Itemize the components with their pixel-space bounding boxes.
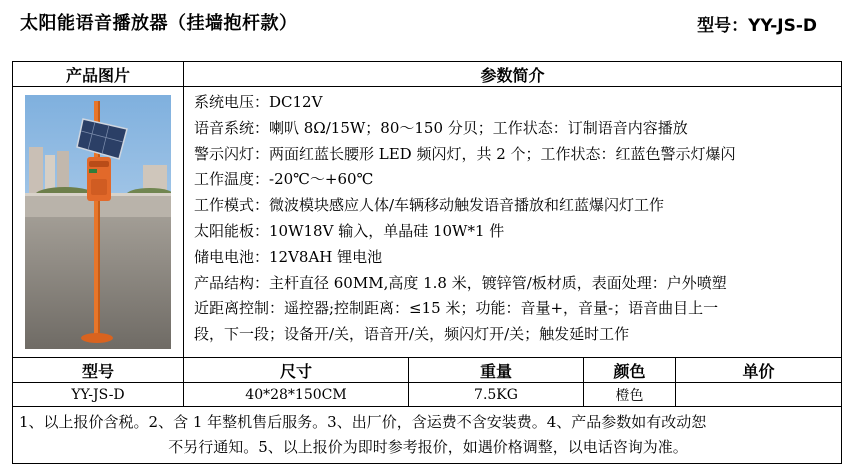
spec-table xyxy=(12,61,842,464)
product-photo xyxy=(25,95,171,349)
note-line: 1、以上报价含税。2、含 1 年整机售后服务。3、出厂价，含运费不含安装费。4、产品参数如有改动恕 xyxy=(19,413,707,431)
header-product-image: 产品图片 xyxy=(13,62,184,87)
page-title: 太阳能语音播放器（挂墙抱杆款） xyxy=(20,13,298,34)
spec-line: 工作温度：-20℃～+60℃ xyxy=(194,170,374,189)
spec-line: 产品结构：主杆直径 60MM,高度 1.8 米，镀锌管/板材质，表面处理：户外喷塑 xyxy=(194,273,727,292)
model-number: 型号：YY-JS-D xyxy=(697,16,817,36)
spec-line: 太阳能板：10W18V 输入，单晶硅 10W*1 件 xyxy=(194,221,505,240)
product-photo-cell xyxy=(13,87,184,358)
value-color: 橙色 xyxy=(584,383,676,407)
spec-list xyxy=(184,87,842,358)
value-size: 40*28*150CM xyxy=(184,383,409,407)
spec-line: 语音系统：喇叭 8Ω/15W；80～150 分贝；工作状态：订制语音内容播放 xyxy=(194,118,688,137)
notes-cell xyxy=(13,407,842,464)
value-model: YY-JS-D xyxy=(13,383,184,407)
header-unit-price: 单价 xyxy=(676,358,842,383)
header-size: 尺寸 xyxy=(184,358,409,383)
spec-line: 系统电压：DC12V xyxy=(194,93,323,111)
spec-line: 近距离控制：遥控器;控制距离：≤15 米；功能：音量+，音量-；语音曲目上一 xyxy=(194,299,719,318)
spec-line: 工作模式：微波模块感应人体/车辆移动触发语音播放和红蓝爆闪灯工作 xyxy=(194,196,665,215)
value-unit-price xyxy=(676,383,842,407)
header-weight: 重量 xyxy=(409,358,584,383)
header-model: 型号 xyxy=(13,358,184,383)
header-color: 颜色 xyxy=(584,358,676,383)
value-weight: 7.5KG xyxy=(409,383,584,407)
spec-line: 警示闪灯：两面红蓝长腰形 LED 频闪灯，共 2 个；工作状态：红蓝色警示灯爆闪 xyxy=(194,144,736,163)
header-params: 参数简介 xyxy=(184,62,842,87)
note-line: 不另行通知。5、以上报价为即时参考报价，如遇价格调整，以电话咨询为准。 xyxy=(168,438,688,456)
spec-line: 储电电池：12V8AH 锂电池 xyxy=(194,247,383,266)
spec-line: 段，下一段；设备开/关，语音开/关，频闪灯开/关；触发延时工作 xyxy=(194,325,630,344)
